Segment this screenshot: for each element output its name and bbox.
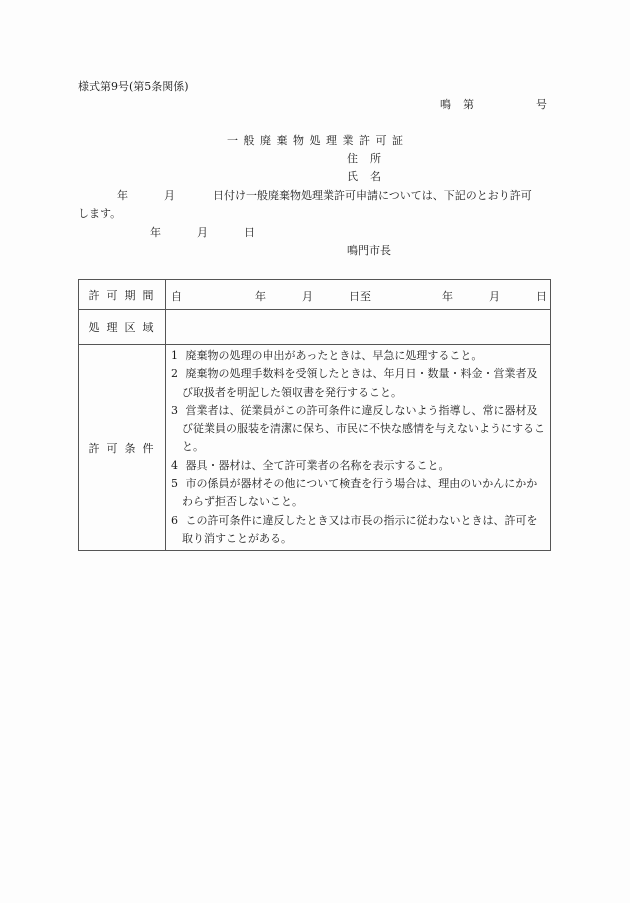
condition-text: 営業者は、従業員がこの許可条件に違反しないよう指導し、常に器材及び従業員の服装を清潔に保ち、市民に不快な感情を与えないようにすること。 — [182, 403, 545, 454]
period-from-year: 年 — [255, 290, 266, 303]
condition-number: 2 — [171, 367, 178, 381]
condition-item — [171, 365, 546, 402]
condition-item — [171, 402, 546, 457]
issue-month-label: 月 — [197, 226, 208, 239]
condition-number: 1 — [171, 349, 178, 362]
application-year-label: 年 — [117, 189, 128, 202]
condition-text: この許可条件に違反したとき又は市長の指示に従わないときは、許可を取り消すことがある。 — [182, 513, 538, 545]
condition-item — [171, 457, 546, 475]
issue-year-label: 年 — [150, 226, 161, 239]
application-month-label: 月 — [164, 189, 175, 202]
permit-number-go: 号 — [536, 98, 547, 111]
permit-number-dai: 第 — [463, 98, 474, 111]
issue-day-label: 日 — [244, 226, 255, 239]
period-to-year: 年 — [442, 290, 453, 303]
period-to-month: 月 — [489, 290, 500, 303]
conditions-list — [166, 345, 551, 551]
body-paragraph-line2: します。 — [78, 207, 122, 220]
period-from-day-to: 日至 — [349, 290, 371, 303]
form-number: 様式第9号(第5条関係) — [78, 80, 189, 93]
permit-details-table — [78, 279, 551, 551]
area-label: 処理区域 — [79, 310, 166, 345]
condition-number: 6 — [171, 513, 178, 527]
address-label: 住所 — [347, 152, 393, 165]
condition-text: 廃棄物の処理手数料を受領したときは、年月日・数量・料金・営業者及び取扱者を明記した領収書を発行すること。 — [182, 367, 538, 399]
area-value — [166, 310, 551, 345]
condition-number: 4 — [171, 458, 178, 472]
table-row-conditions — [79, 345, 551, 551]
period-from-month: 月 — [302, 290, 313, 303]
name-label: 氏名 — [347, 170, 393, 183]
table-row-period — [79, 280, 551, 310]
condition-text: 市の係員が器材その他について検査を行う場合は、理由のいかんにかかわらず拒否しないこと。 — [182, 477, 538, 509]
period-value — [166, 280, 551, 310]
condition-item — [171, 512, 546, 549]
application-day-text: 日付け一般廃棄物処理業許可申請については、下記のとおり許可 — [213, 189, 532, 202]
conditions-label: 許可条件 — [79, 345, 166, 551]
issuer-name: 鳴門市長 — [347, 244, 391, 257]
condition-item — [171, 347, 546, 365]
document-title: 一般廃棄物処理業許可証 — [227, 134, 409, 147]
condition-number: 5 — [171, 477, 178, 491]
period-to-day: 日 — [536, 290, 547, 303]
condition-number: 3 — [171, 403, 178, 417]
condition-item — [171, 475, 546, 512]
table-row-area — [79, 310, 551, 345]
period-from: 自 — [171, 290, 182, 303]
period-label: 許可期間 — [79, 280, 166, 310]
permit-number-prefix: 鳴 — [440, 98, 451, 111]
condition-text: 廃棄物の処理の申出があったときは、早急に処理すること。 — [185, 349, 483, 362]
condition-text: 器具・器材は、全て許可業者の名称を表示すること。 — [185, 458, 450, 472]
